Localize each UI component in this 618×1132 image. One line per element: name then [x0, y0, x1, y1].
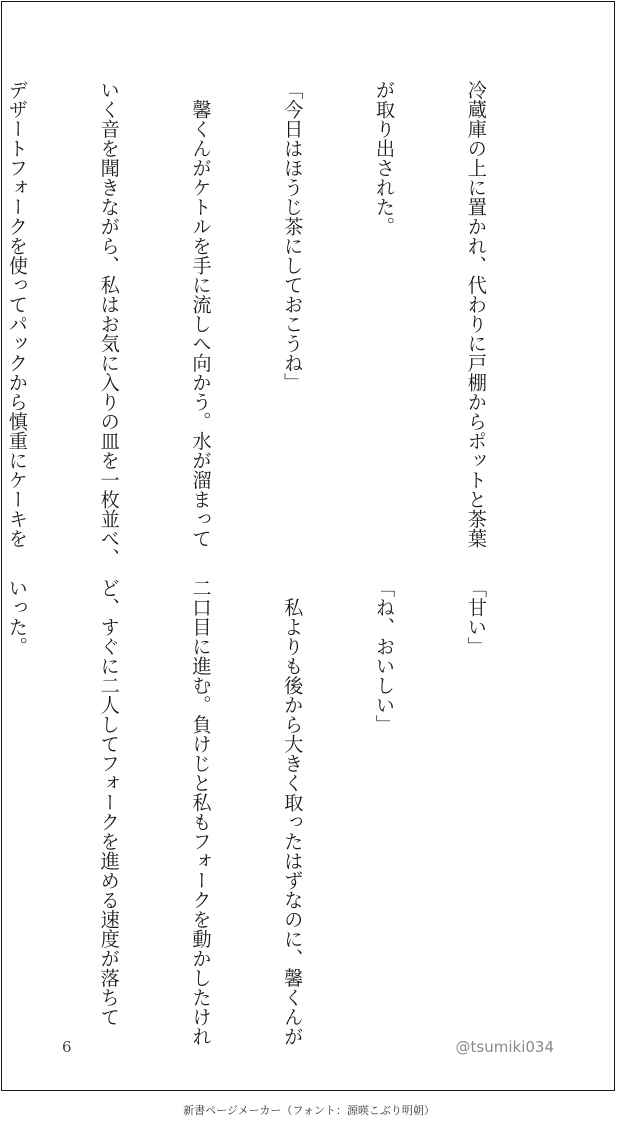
text-line: デザートフォークを使ってパックから慎重にケーキを [5, 80, 29, 548]
text-line: 馨くんがケトルを手に流しへ向かう。水が溜まって [189, 80, 213, 548]
author-handle: @tsumiki034 [455, 1038, 554, 1056]
text-line: 冷蔵庫の上に置かれ、代わりに戸棚からポットと茶葉 [464, 80, 488, 548]
text-line: 「今日はほうじ茶にしておこうね」 [281, 80, 305, 392]
lower-text-block [5, 578, 552, 1046]
text-line: いく音を聞きながら、私はお気に入りの皿を一枚並べ、 [97, 80, 121, 568]
upper-text-block [5, 80, 552, 568]
text-line: ど、すぐに二人してフォークを進める速度が落ちて [97, 578, 121, 1027]
text-line: 「甘い」 [464, 578, 488, 656]
text-line: が取り出された。 [373, 80, 397, 236]
text-line: 「ね、おいしい」 [373, 578, 397, 734]
page-number: 6 [62, 1038, 72, 1056]
text-line: いった。 [5, 578, 29, 656]
page-frame [1, 1, 615, 1091]
text-line: 二口目に進む。負けじと私もフォークを動かしたけれ [189, 578, 213, 1046]
footer-credit: 新書ページメーカー（フォント：源暎こぶり明朝） [183, 1104, 435, 1117]
text-line: 私よりも後から大きく取ったはずなのに、馨くんが [281, 578, 305, 1046]
